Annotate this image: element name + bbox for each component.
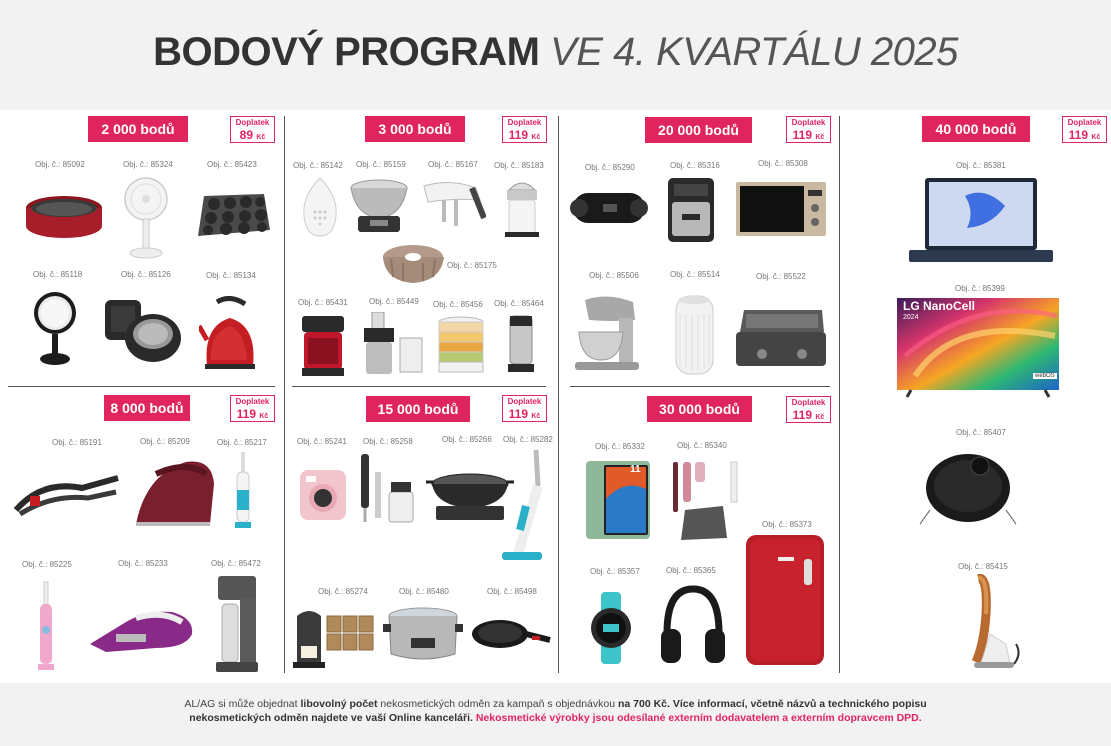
- code-85399: Obj. č.: 85399: [955, 284, 1005, 293]
- citrus-juicer-image: [503, 176, 541, 238]
- code-85274: Obj. č.: 85274: [318, 587, 368, 596]
- waffle-maker-image: [101, 292, 183, 370]
- retro-fridge-image: [742, 533, 828, 669]
- divider-h2: [292, 386, 546, 387]
- tv-brand: LG NanoCell: [903, 299, 976, 313]
- code-85464: Obj. č.: 85464: [494, 299, 544, 308]
- code-85456: Obj. č.: 85456: [433, 300, 483, 309]
- addon-currency: Kč: [531, 413, 541, 420]
- code-85357: Obj. č.: 85357: [590, 567, 640, 576]
- divider-v3: [839, 116, 840, 673]
- smartwatch-image: [587, 590, 635, 666]
- code-85134: Obj. č.: 85134: [206, 271, 256, 280]
- badge-8000: 8 000 bodů: [104, 395, 190, 421]
- addon-label: Doplatek: [791, 398, 826, 407]
- desk-fan-image: [124, 173, 169, 261]
- microwave-image: [734, 180, 828, 238]
- code-85407: Obj. č.: 85407: [956, 428, 1006, 437]
- footer: [0, 683, 1111, 746]
- page-title: [0, 30, 1111, 75]
- code-85498: Obj. č.: 85498: [487, 587, 537, 596]
- addon-price: 119: [792, 128, 813, 142]
- contact-grill-image: [732, 306, 830, 370]
- air-purifier-image: [672, 294, 717, 376]
- instant-camera-image: [298, 466, 348, 524]
- steam-iron-image: [126, 454, 216, 530]
- code-85092: Obj. č.: 85092: [35, 160, 85, 169]
- addon-price: 89: [239, 128, 254, 142]
- code-85183: Obj. č.: 85183: [494, 161, 544, 170]
- title-bold: BODOVÝ PROGRAM: [153, 30, 540, 74]
- laptop-image: [905, 176, 1055, 266]
- code-85381: Obj. č.: 85381: [956, 161, 1006, 170]
- addon-label: Doplatek: [507, 118, 542, 127]
- code-85217: Obj. č.: 85217: [217, 438, 267, 447]
- footer-line-1: [0, 697, 1111, 711]
- milk-frother-image: [506, 312, 536, 374]
- bluetooth-speaker-image: [567, 187, 651, 229]
- addon-15000: [502, 395, 547, 422]
- code-85449: Obj. č.: 85449: [369, 297, 419, 306]
- addon-price: 119: [1068, 128, 1089, 142]
- addon-price: 119: [508, 128, 529, 142]
- code-85324: Obj. č.: 85324: [123, 160, 173, 169]
- code-85308: Obj. č.: 85308: [758, 159, 808, 168]
- stand-mixer-image: [571, 292, 646, 372]
- kettle-image: [199, 296, 261, 371]
- divider-h3: [570, 386, 830, 387]
- code-85282: Obj. č.: 85282: [503, 435, 553, 444]
- code-85175: Obj. č.: 85175: [447, 261, 497, 270]
- food-dehydrator-image: [436, 316, 486, 374]
- code-85290: Obj. č.: 85290: [585, 163, 635, 172]
- hand-blender-set-image: [355, 452, 417, 528]
- addon-price: 119: [508, 407, 529, 421]
- footer-bold-2: na 700 Kč. Více informací, včetně názvů a technického popisu: [617, 698, 927, 710]
- badge-2000: 2 000 bodů: [88, 116, 188, 142]
- slow-cooker-image: [381, 604, 465, 664]
- badge-15000: 15 000 bodů: [366, 396, 470, 422]
- addon-currency: Kč: [531, 134, 541, 141]
- addon-price-block: [503, 128, 546, 145]
- code-85415: Obj. č.: 85415: [958, 562, 1008, 571]
- air-fryer-image: [664, 176, 718, 246]
- addon-price: 119: [236, 407, 257, 421]
- addon-2000: [230, 116, 275, 143]
- footer-line-2: [0, 711, 1111, 725]
- robot-vacuum-image: [918, 440, 1018, 528]
- addon-price-block: [231, 128, 274, 145]
- addon-currency: Kč: [256, 134, 266, 141]
- addon-price-block: [787, 128, 830, 145]
- badge-20000: 20 000 bodů: [645, 117, 752, 143]
- kids-toothbrush-image: [232, 450, 254, 530]
- kids-toothbrush-pink-image: [36, 580, 56, 672]
- code-85373: Obj. č.: 85373: [762, 520, 812, 529]
- muffin-tray-image: [194, 190, 272, 242]
- code-85233: Obj. č.: 85233: [118, 559, 168, 568]
- code-85126: Obj. č.: 85126: [121, 270, 171, 279]
- divider-v1: [284, 116, 285, 673]
- code-85316: Obj. č.: 85316: [670, 161, 720, 170]
- springform-pan-image: [24, 186, 104, 244]
- code-85159: Obj. č.: 85159: [356, 160, 406, 169]
- code-85365: Obj. č.: 85365: [666, 566, 716, 575]
- code-85431: Obj. č.: 85431: [298, 298, 348, 307]
- code-85118: Obj. č.: 85118: [33, 270, 83, 279]
- humidifier-image: [300, 176, 340, 238]
- addon-price-block: [231, 407, 274, 424]
- code-85472: Obj. č.: 85472: [211, 559, 261, 568]
- divider-h1: [8, 386, 275, 387]
- footer-bold-1: libovolný počet: [300, 698, 378, 710]
- code-85266: Obj. č.: 85266: [442, 435, 492, 444]
- code-85423: Obj. č.: 85423: [207, 160, 257, 169]
- badge-30000: 30 000 bodů: [647, 396, 752, 422]
- code-85167: Obj. č.: 85167: [428, 160, 478, 169]
- hair-waver-image: [12, 470, 122, 518]
- steam-mop-image: [498, 446, 548, 566]
- footer-text-2: nekosmetických odměn za kampaň s objednávkou: [377, 698, 618, 710]
- frying-pan-image: [470, 612, 552, 656]
- code-85241: Obj. č.: 85241: [297, 437, 347, 446]
- code-85191: Obj. č.: 85191: [52, 438, 102, 447]
- footer-note: Nekosmetické výrobky jsou odesílané externím dodavatelem a externím dopravcem DPD.: [472, 712, 922, 724]
- code-85142: Obj. č.: 85142: [293, 161, 343, 170]
- code-85332: Obj. č.: 85332: [595, 442, 645, 451]
- addon-price-block: [1063, 128, 1106, 145]
- code-85340: Obj. č.: 85340: [677, 441, 727, 450]
- code-85522: Obj. č.: 85522: [756, 272, 806, 281]
- kitchen-scale-image: [348, 178, 410, 236]
- tv-year: 2024: [903, 314, 919, 321]
- code-85225: Obj. č.: 85225: [22, 560, 72, 569]
- addon-label: Doplatek: [235, 397, 270, 406]
- divider-v2: [558, 116, 559, 673]
- addon-currency: Kč: [259, 413, 269, 420]
- badge-40000: 40 000 bodů: [922, 116, 1030, 142]
- addon-currency: Kč: [1091, 134, 1101, 141]
- addon-currency: Kč: [815, 134, 825, 141]
- addon-30000: [786, 396, 831, 423]
- code-85480: Obj. č.: 85480: [399, 587, 449, 596]
- title-light: VE 4. KVARTÁLU 2025: [550, 30, 958, 74]
- coffee-machine-image: [291, 606, 375, 670]
- headphones-image: [659, 585, 727, 669]
- code-85514: Obj. č.: 85514: [670, 270, 720, 279]
- footer-bold-3: nekosmetických odměn najdete ve vaší Online kanceláři.: [189, 712, 473, 724]
- bundt-mold-image: [381, 237, 446, 287]
- addon-label: Doplatek: [507, 397, 542, 406]
- cosmetic-mirror-image: [33, 289, 77, 367]
- addon-3000: [502, 116, 547, 143]
- hair-styler-image: [944, 574, 1024, 672]
- soda-maker-image: [214, 574, 260, 674]
- addon-currency: Kč: [815, 414, 825, 421]
- addon-label: Doplatek: [1067, 118, 1102, 127]
- handheld-vacuum-image: [86, 598, 198, 656]
- hair-styler-set-image: [669, 456, 743, 544]
- addon-label: Doplatek: [791, 118, 826, 127]
- badge-3000: 3 000 bodů: [365, 116, 465, 142]
- addon-price-block: [503, 407, 546, 424]
- code-85506: Obj. č.: 85506: [589, 271, 639, 280]
- addon-40000: [1062, 116, 1107, 143]
- addon-label: Doplatek: [235, 118, 270, 127]
- ice-cream-maker-image: [298, 312, 348, 378]
- addon-8000: [230, 395, 275, 422]
- tv-os: webOS: [1035, 373, 1055, 379]
- addon-20000: [786, 116, 831, 143]
- addon-price-block: [787, 408, 830, 425]
- code-85209: Obj. č.: 85209: [140, 437, 190, 446]
- footer-text-1: AL/AG si může objednat: [184, 698, 301, 710]
- code-85258: Obj. č.: 85258: [363, 437, 413, 446]
- tablet-label: 11: [630, 464, 641, 475]
- tablet-image: [584, 459, 652, 541]
- addon-price: 119: [792, 408, 813, 422]
- hand-mixer-image: [420, 178, 486, 230]
- juicer-image: [358, 312, 428, 376]
